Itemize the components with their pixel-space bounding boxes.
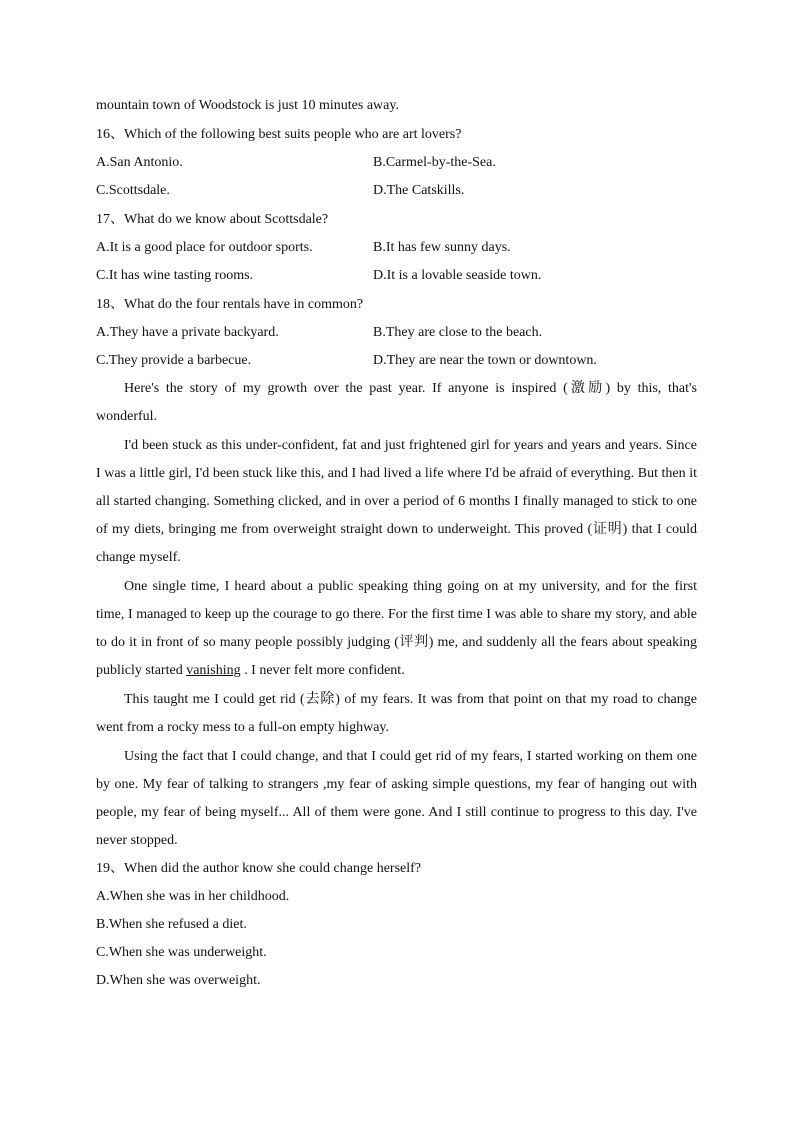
passage-paragraph-4: This taught me I could get rid (去除) of my fears. It was from that point on that my road to change went from a rocky mess to a full-on empty highway. (96, 692, 697, 735)
q17-option-a: A.It is a good place for outdoor sports. (96, 240, 313, 255)
q18-option-b: B.They are close to the beach. (373, 325, 543, 340)
question-18-options-row-1 (96, 319, 697, 347)
question-18-options-row-2 (96, 347, 697, 375)
question-17-stem: 17、What do we know about Scottsdale? (96, 212, 329, 227)
q17-option-d: D.It is a lovable seaside town. (373, 268, 542, 283)
q17-option-b: B.It has few sunny days. (373, 240, 511, 255)
q19-option-b: B.When she refused a diet. (96, 917, 247, 932)
question-18-stem: 18、What do the four rentals have in common? (96, 297, 364, 312)
document-page (96, 92, 697, 995)
question-16-options-row-2 (96, 177, 697, 205)
q16-option-a: A.San Antonio. (96, 155, 183, 170)
p3-text-before: One single time, I heard about a public speaking thing going on at my university, and for the first time, I managed to keep up the courage to go there. For the first time I was able to share my story, and able to do it in front of so many people possibly judging (评判) me, and suddenly all the fears about speaking publicly started (96, 579, 697, 678)
q19-option-d: D.When she was overweight. (96, 973, 261, 988)
passage-paragraph-5: Using the fact that I could change, and that I could get rid of my fears, I started working on them one by one. My fear of talking to strangers ,my fear of asking simple questions, my fear of hanging out with people, my fear of being myself... All of them were gone. And I still continue to progress to this day. I've never stopped. (96, 749, 697, 848)
q17-option-c: C.It has wine tasting rooms. (96, 268, 254, 283)
question-16-options-row-1 (96, 149, 697, 177)
q18-option-a: A.They have a private backyard. (96, 325, 279, 340)
underlined-word-vanishing: vanishing (186, 663, 241, 678)
q16-option-c: C.Scottsdale. (96, 183, 170, 198)
q18-option-c: C.They provide a barbecue. (96, 353, 252, 368)
question-19-stem: 19、When did the author know she could change herself? (96, 861, 422, 876)
question-16-stem: 16、Which of the following best suits people who are art lovers? (96, 127, 462, 142)
passage-paragraph-1: Here's the story of my growth over the past year. If anyone is inspired (激励) by this, that's wonderful. (96, 381, 697, 424)
q19-option-c: C.When she was underweight. (96, 945, 267, 960)
passage-paragraph-3 (96, 573, 697, 685)
passage-paragraph-2: I'd been stuck as this under-confident, fat and just frightened girl for years and years and years. Since I was a little girl, I'd been stuck like this, and I had lived a life where I'd be afraid of everything. But then it all started changing. Something clicked, and in over a period of 6 months I finally managed to stick to one of my diets, bringing me from overweight straight down to underweight. This proved (证明) that I could change myself. (96, 438, 697, 565)
intro-line: mountain town of Woodstock is just 10 minutes away. (96, 98, 399, 113)
question-17-options-row-2 (96, 262, 697, 290)
p3-text-after: . I never felt more confident. (240, 663, 405, 678)
q16-option-d: D.The Catskills. (373, 183, 465, 198)
q18-option-d: D.They are near the town or downtown. (373, 353, 597, 368)
q16-option-b: B.Carmel-by-the-Sea. (373, 155, 496, 170)
question-17-options-row-1 (96, 234, 697, 262)
q19-option-a: A.When she was in her childhood. (96, 889, 290, 904)
